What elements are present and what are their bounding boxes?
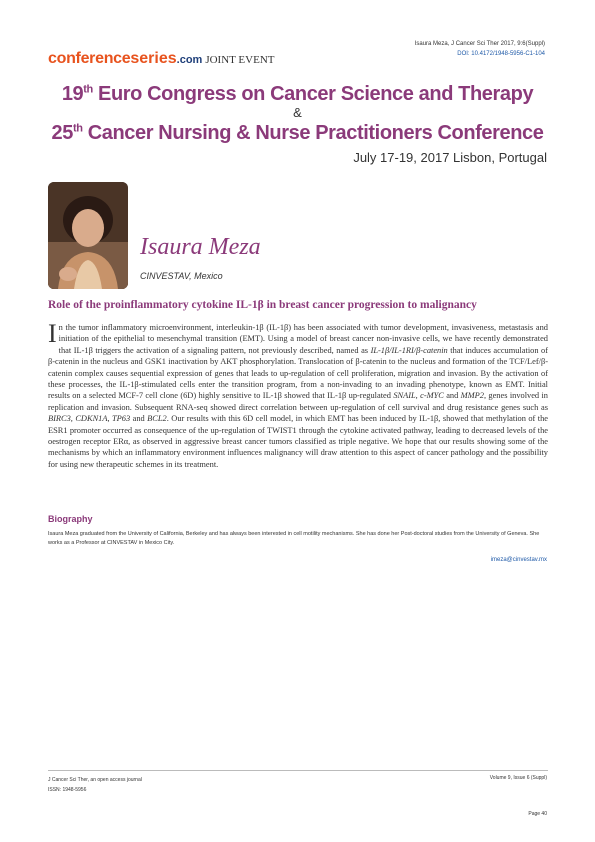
footer-journal-info <box>48 775 142 795</box>
abstract-body <box>48 319 549 470</box>
conference-dates-location: July 17-19, 2017 Lisbon, Portugal <box>353 150 547 165</box>
logo-series-text: series <box>130 50 177 67</box>
abstract-dropcap: I <box>48 319 57 348</box>
speaker-email-link[interactable]: imeza@cinvestav.mx <box>490 557 547 563</box>
abstract-text: that induces accumulation of β-catenin in the nucleus and GSK1 inactivation by AKT phosphorylation. Translocation of β-catenin to the nucleus and formation of the TCF/Lef/β-catenin complex causes sequential expression of genes that leads to up-regulation of cell proliferation, migration and invasion. By the activation of these processes, the IL-1β-stimulated cells enter the transition program, from a non-invading to an invading phenotype, known as EMT. Initial results on a selected MCF-7 cell clone (6D) highly sensitive to IL-1β showed that IL-1β up-regulated <box>48 345 548 401</box>
speaker-name: Isaura Meza <box>140 234 261 260</box>
footer-issn: ISSN: 1948-5956 <box>48 787 87 793</box>
page-number: Page 40 <box>528 811 547 817</box>
abstract-text: , genes involved in replication and invasion. Subsequent RNA-seq showed direct correlation between up-regulation of cell survival and drug resistance genes such as <box>48 391 548 412</box>
footer-volume: Volume 9, Issue 6 (Suppl) <box>489 775 547 781</box>
title1-number: 19 <box>61 83 84 105</box>
title2-ordinal: th <box>72 122 83 135</box>
title1-ordinal: th <box>83 83 93 96</box>
abstract-text: , <box>70 414 76 424</box>
citation: Isaura Meza, J Cancer Sci Ther 2017, 9:6(Suppl) <box>414 41 545 47</box>
footer-journal-name: J Cancer Sci Ther, an open access journal <box>48 777 142 783</box>
doi-link[interactable]: DOI: 10.4172/1948-5956-C1-104 <box>457 51 545 57</box>
abstract-text: . Our results with this 6D cell model, in which EMT has been induced by IL-1β, showed that methylation of the ESR1 promoter occurred as consequence of the up-regulation of TWIST1 through the cytokine activated pathway, leading to decreased levels of the oestrogen receptor ERα, as observed in aggressive breast cancer tumors classified as triple negative. We hope that our results showing some of the mechanisms by which an inflammatory environment influences malignancy will draw attention to this aspect of cancer pathology and the possibility for using new therapeutic schemes in its treatment. <box>48 414 549 469</box>
logo-joint-event-text: JOINT EVENT <box>205 54 275 66</box>
title2-text: Cancer Nursing & Nurse Practitioners Conference <box>82 122 544 144</box>
footer-divider <box>48 770 548 771</box>
abstract-gene-name: CDKN1A <box>75 414 108 424</box>
abstract-gene-name: c-MYC <box>420 391 444 401</box>
logo-com-text: .com <box>176 54 203 66</box>
logo-conference-text: conference <box>48 50 131 67</box>
abstract-text: and <box>443 391 461 401</box>
abstract-title: Role of the proinflammatory cytokine IL-1β in breast cancer progression to malignancy <box>48 299 477 311</box>
abstract-text: and <box>130 414 148 424</box>
conferenceseries-logo <box>48 50 274 68</box>
speaker-affiliation: CINVESTAV, Mexico <box>140 271 223 281</box>
biography-heading: Biography <box>48 514 93 524</box>
speaker-portrait-image <box>48 182 128 289</box>
title2-number: 25 <box>51 122 73 144</box>
title-ampersand: & <box>293 105 302 120</box>
conference-title-1 <box>0 83 595 106</box>
abstract-gene-name: SNAIL <box>393 391 416 401</box>
biography-text: Isaura Meza graduated from the University of California, Berkeley and has always been interested in cell motility mechanisms. She has done her Post-doctoral studies from the University of Geneva. She works as a Professor at CINVESTAV in Mexico City. <box>48 531 540 546</box>
abstract-text: n the tumor inflammatory microenvironment, interleukin-1β (IL-1β) has been associated with tumor development, invasiveness, metastasis and initiation of the epithelial to mesenchymal transition (EMT). Using a model of breast cancer non-invasive cells, we have recently demonstrated that IL-1β triggers the activation of a signaling pattern, not previously described, named as <box>58 323 548 355</box>
speaker-photo <box>48 182 128 289</box>
abstract-text: , <box>415 391 421 401</box>
abstract-gene-name: BCL2 <box>147 414 167 424</box>
abstract-gene-name: MMP2 <box>460 391 484 401</box>
title1-text: Euro Congress on Cancer Science and Therapy <box>92 83 534 105</box>
abstract-gene-name: TP63 <box>112 414 131 424</box>
abstract-text: , <box>107 414 113 424</box>
abstract-gene-name: BIRC3 <box>48 414 71 424</box>
abstract-italic-term: IL-1β/IL-1RI/β-catenin <box>370 345 448 355</box>
conference-title-2 <box>0 122 595 145</box>
